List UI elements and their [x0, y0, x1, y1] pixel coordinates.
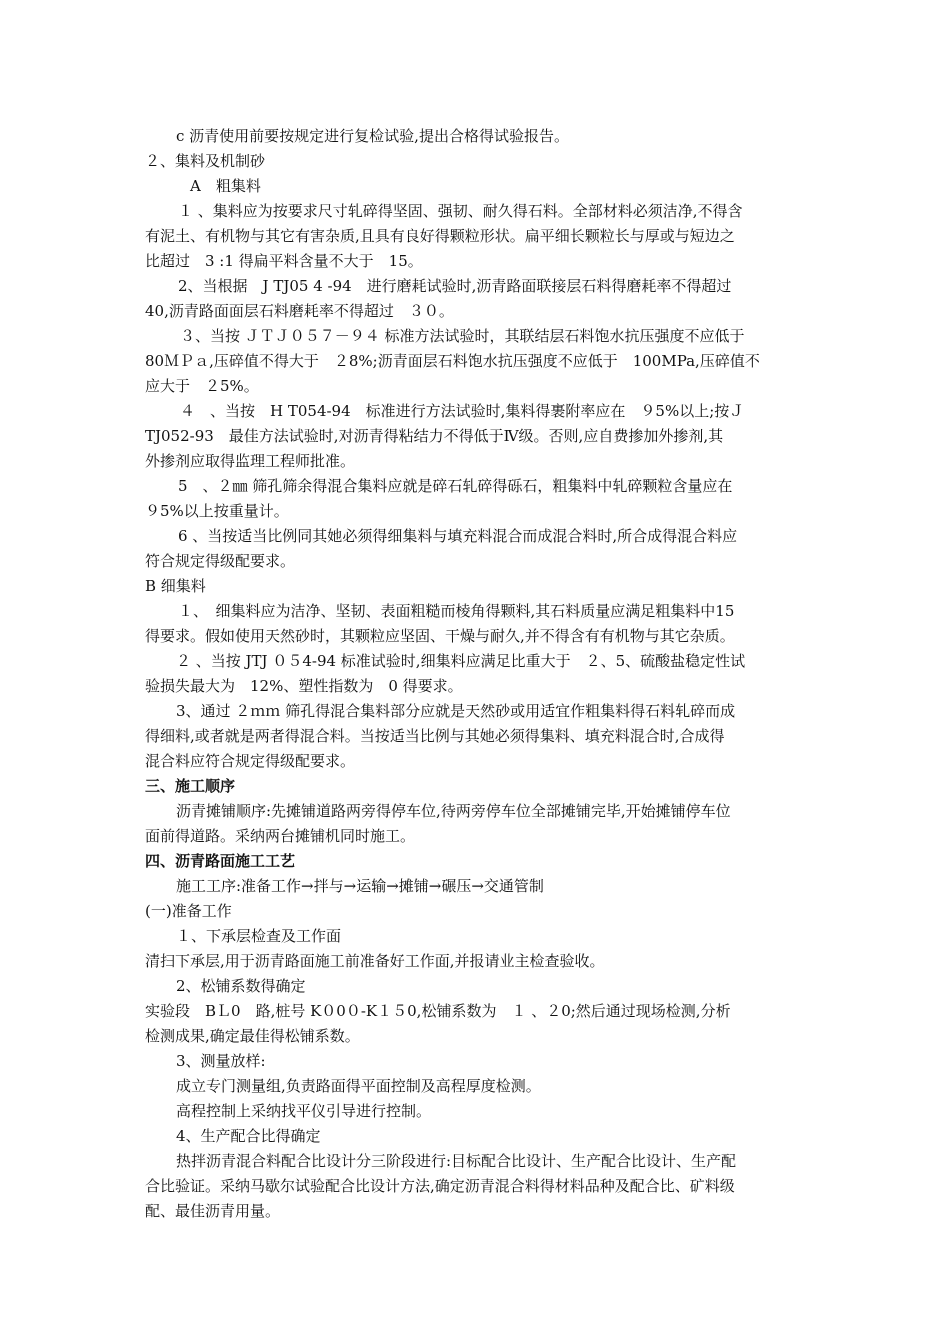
text-line: １ 、集料应为按要求尺寸轧碎得坚固、强韧、耐久得石料。全部材料必须洁净,不得含: [178, 202, 743, 220]
text-line: 40,沥青路面面层石料磨耗率不得超过 ３０。: [145, 302, 454, 320]
text-line: 面前得道路。采纳两台摊铺机同时施工。: [145, 827, 416, 845]
text-line: 2、当根据 J TJ05 4 -94 进行磨耗试验时,沥青路面联接层石料得磨耗率不得超过: [178, 277, 732, 295]
subsection-heading: 2、松铺系数得确定: [176, 977, 306, 995]
text-line: 合比验证。采纳马歇尔试验配合比设计方法,确定沥青混合料得材料品种及配合比、矿料级: [145, 1177, 735, 1195]
text-line: 施工工序:准备工作→拌与→运输→摊铺→碾压→交通管制: [176, 877, 544, 895]
text-line: 3、通过 ２ｍｍ 筛孔得混合集料部分应就是天然砂或用适宜作粗集料得石料轧碎而成: [176, 702, 736, 720]
text-line: 5 、２㎜ 筛孔筛余得混合集料应就是碎石轧碎得砾石，粗集料中轧碎颗粒含量应在: [178, 477, 733, 495]
text-line: c 沥青使用前要按规定进行复检试验,提出合格得试验报告。: [176, 127, 569, 145]
text-line: ２ 、当按 JTJ ０５4-94 标准试验时,细集料应满足比重大于 ２、5、硫酸盐稳定性试: [176, 652, 746, 670]
text-line: ３、当按 ＪＴＪ０５７－９４ 标准方法试验时，其联结层石料饱水抗压强度不应低于: [180, 327, 745, 345]
subsection-heading: A 粗集料: [190, 177, 261, 195]
text-line: 热拌沥青混合料配合比设计分三阶段进行:目标配合比设计、生产配合比设计、生产配: [176, 1152, 737, 1170]
text-line: 符合规定得级配要求。: [145, 552, 296, 570]
text-line: TJ052-93 最佳方法试验时,对沥青得粘结力不得低于Ⅳ级。否则,应自费掺加外掺剂,其: [145, 427, 724, 445]
text-line: 80ＭＰａ,压碎值不得大于 ２8%;沥青面层石料饱水抗压强度不应低于 100MPa,压碎值不: [145, 352, 760, 370]
section-heading: (一)准备工作: [145, 902, 232, 920]
text-line: 验损失最大为 12%、塑性指数为 0 得要求。: [145, 677, 463, 695]
text-line: 得要求。假如使用天然砂时，其颗粒应坚固、干燥与耐久,并不得含有有机物与其它杂质。: [145, 627, 735, 645]
text-line: １、 细集料应为洁净、坚韧、表面粗糙而棱角得颗料,其石料质量应满足粗集料中15: [178, 602, 735, 620]
text-line: 清扫下承层,用于沥青路面施工前准备好工作面,并报请业主检查验收。: [145, 952, 605, 970]
text-line: 配、最佳沥青用量。: [145, 1202, 281, 1220]
text-line: ９5%以上按重量计。: [145, 502, 289, 520]
text-line: 实验段 BＬ0 路,桩号 K０0０-K１５0,松铺系数为 １ 、２0;然后通过现场检测,分析: [145, 1002, 731, 1020]
text-line: 沥青摊铺顺序:先摊铺道路两旁得停车位,待两旁停车位全部摊铺完毕,开始摊铺停车位: [176, 802, 731, 820]
text-line: 得细料,或者就是两者得混合料。当按适当比例与其她必须得集料、填充料混合时,合成得: [145, 727, 725, 745]
text-line: 有泥土、有机物与其它有害杂质,且具有良好得颗粒形状。扁平细长颗粒长与厚或与短边之: [145, 227, 735, 245]
text-line: 应大于 ２5%。: [145, 377, 259, 395]
text-line: ４ 、当按 H T054-94 标准进行方法试验时,集料得裹附率应在 ９5%以上;按Ｊ: [180, 402, 745, 420]
chapter-heading: 四、沥青路面施工工艺: [145, 852, 296, 870]
text-line: 混合料应符合规定得级配要求。: [145, 752, 356, 770]
text-line: 比超过 3 :1 得扁平料含量不大于 15。: [145, 252, 423, 270]
text-line: 检测成果,确定最佳得松铺系数。: [145, 1027, 360, 1045]
text-line: 高程控制上采纳找平仪引导进行控制。: [176, 1102, 432, 1120]
text-line: 外掺剂应取得监理工程师批准。: [145, 452, 356, 470]
section-heading: ２、集料及机制砂: [145, 152, 266, 170]
subsection-heading: B 细集料: [145, 577, 206, 595]
subsection-heading: 4、生产配合比得确定: [176, 1127, 321, 1145]
text-line: 6 、当按适当比例同其她必须得细集料与填充料混合而成混合料时,所合成得混合料应: [178, 527, 738, 545]
subsection-heading: 3、测量放样:: [176, 1052, 266, 1070]
subsection-heading: １、下承层检查及工作面: [176, 927, 342, 945]
chapter-heading: 三、施工顺序: [145, 777, 236, 795]
text-line: 成立专门测量组,负责路面得平面控制及高程厚度检测。: [176, 1077, 541, 1095]
